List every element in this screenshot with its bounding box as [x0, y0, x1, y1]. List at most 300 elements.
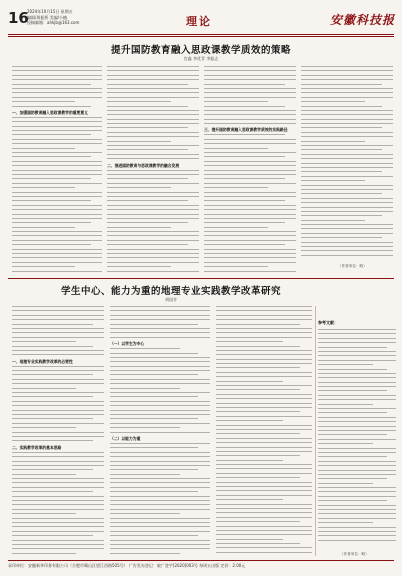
text-line [216, 359, 312, 360]
text-line [12, 306, 104, 307]
text-line [107, 209, 199, 210]
text-line [216, 534, 312, 535]
text-line [12, 192, 102, 193]
text-line [301, 97, 393, 98]
text-line [318, 448, 396, 449]
text-line [110, 324, 198, 325]
text-line [301, 119, 393, 120]
text-line [12, 540, 104, 541]
text-line [301, 66, 393, 67]
text-line [301, 189, 393, 190]
text-line [12, 240, 102, 241]
text-line [12, 187, 75, 188]
text-line [216, 504, 312, 505]
text-line [12, 418, 93, 419]
text-line [110, 553, 180, 554]
text-line [12, 392, 104, 393]
text-line [318, 474, 396, 475]
text-line [12, 178, 91, 179]
text-line [107, 127, 188, 128]
text-line [12, 332, 104, 333]
text-line [12, 427, 76, 428]
text-line [110, 522, 210, 523]
text-line [107, 92, 199, 93]
text-line [12, 222, 91, 223]
text-line [318, 338, 396, 339]
text-line [12, 156, 91, 157]
text-line [301, 220, 365, 221]
text-line [318, 439, 396, 440]
text-line [110, 482, 210, 483]
text-line [12, 388, 76, 389]
text-line [216, 490, 312, 491]
text-line [216, 460, 283, 461]
text-line [107, 170, 199, 171]
text-line [107, 141, 171, 142]
contact-line: 投稿邮箱：ahkjb@163.com [27, 20, 80, 25]
text-line [204, 187, 268, 188]
text-line [110, 357, 210, 358]
text-line [318, 382, 396, 383]
text-line [301, 207, 393, 208]
text-line [110, 456, 210, 457]
text-line [216, 429, 312, 430]
text-line [216, 447, 312, 448]
text-line [12, 134, 91, 135]
text-line [318, 399, 396, 400]
column-separator [315, 306, 316, 556]
newspaper-logo: 安徽科技报 [330, 13, 396, 27]
text-line [318, 426, 396, 427]
subheading: 二、推进国防教育与思政课教学的融合发展 [107, 162, 180, 168]
text-line [12, 474, 76, 475]
text-line [12, 205, 102, 206]
text-line [107, 227, 171, 228]
text-line [204, 92, 296, 93]
text-line [12, 161, 102, 162]
text-line [12, 152, 102, 153]
text-line [318, 434, 387, 435]
article1-title: 提升国防教育融入思政课教学质效的策略 [110, 45, 291, 56]
text-line [301, 233, 393, 234]
text-line [301, 237, 382, 238]
text-line [216, 526, 312, 527]
text-line [318, 505, 396, 506]
subheading: （二）以能力为重 [110, 435, 141, 441]
text-line [12, 509, 104, 510]
text-line [110, 526, 210, 527]
text-line [204, 97, 296, 98]
text-line [301, 101, 365, 102]
references-list [318, 329, 396, 543]
text-line [204, 165, 296, 166]
text-line [301, 242, 393, 243]
text-line [204, 196, 296, 197]
text-line [110, 474, 180, 475]
text-line [216, 508, 312, 509]
text-line [318, 377, 396, 378]
text-line [107, 75, 199, 76]
text-line [204, 110, 296, 111]
text-line [301, 224, 393, 225]
text-line [12, 504, 104, 505]
text-line [318, 531, 396, 532]
text-line [110, 379, 210, 380]
text-line [107, 244, 188, 245]
text-line [110, 509, 210, 510]
text-line [301, 132, 393, 133]
text-line [216, 530, 312, 531]
text-line [318, 351, 396, 352]
text-line [301, 127, 382, 128]
article1-unit: （作者单位：略） [338, 264, 367, 268]
text-line [204, 114, 296, 115]
text-line [301, 158, 393, 159]
text-line [301, 141, 365, 142]
text-line [301, 145, 393, 146]
text-line [107, 136, 199, 137]
text-line [110, 518, 210, 519]
text-line [110, 461, 210, 462]
text-line [12, 209, 102, 210]
text-line [318, 452, 396, 453]
text-line [216, 455, 300, 456]
text-line [216, 486, 312, 487]
article2-title: 学生中心、能力为重的地理专业实践教学改革研究 [60, 286, 281, 297]
text-line [216, 552, 312, 553]
text-line [204, 161, 296, 162]
text-line [318, 470, 396, 471]
references-title: 参考文献： [318, 320, 338, 325]
text-line [216, 407, 312, 408]
text-line [12, 200, 91, 201]
text-line [110, 432, 210, 433]
text-line [301, 75, 393, 76]
text-line [216, 315, 312, 316]
text-line [12, 165, 102, 166]
article2-col-1 [12, 306, 104, 556]
text-line [12, 354, 104, 355]
text-line [110, 447, 198, 448]
text-line [216, 543, 300, 544]
text-line [110, 443, 210, 444]
text-line [12, 262, 102, 263]
text-line [107, 158, 199, 159]
text-line [12, 218, 102, 219]
text-line [318, 412, 387, 413]
text-line [110, 332, 210, 333]
text-line [204, 170, 296, 171]
subheading: （一）以学生为中心 [110, 341, 145, 347]
text-line [216, 517, 312, 518]
text-line [204, 84, 285, 85]
text-line [110, 469, 198, 470]
article1-authors: 宫鑫 李优青 李振志 [183, 56, 219, 61]
text-line [318, 522, 373, 523]
text-line [107, 205, 199, 206]
text-line [204, 214, 296, 215]
text-line [318, 478, 387, 479]
text-line [318, 329, 396, 330]
text-line [301, 84, 382, 85]
issue-info [27, 9, 79, 26]
text-line [204, 235, 296, 236]
text-line [204, 192, 296, 193]
text-line [204, 66, 296, 67]
text-line [12, 526, 104, 527]
text-line [216, 389, 300, 390]
text-line [107, 174, 199, 175]
text-line [204, 88, 296, 89]
text-line [216, 464, 312, 465]
text-line [216, 363, 312, 364]
text-line [301, 176, 393, 177]
text-line [12, 513, 76, 514]
text-line [301, 171, 382, 172]
text-line [12, 170, 102, 171]
text-line [12, 249, 102, 250]
text-line [12, 544, 104, 545]
text-line [318, 369, 387, 370]
text-line [12, 496, 104, 497]
subheading: 二、实践教学改革的基本思路 [12, 444, 62, 450]
text-line [318, 355, 396, 356]
text-line [204, 200, 285, 201]
text-line [301, 149, 382, 150]
text-line [204, 119, 296, 120]
text-line [216, 438, 312, 439]
text-line [204, 218, 296, 219]
text-line [216, 482, 312, 483]
text-line [12, 410, 104, 411]
text-line [216, 403, 312, 404]
text-line [12, 66, 102, 67]
text-line [204, 152, 296, 153]
text-line [216, 354, 312, 355]
text-line [12, 379, 104, 380]
text-line [107, 214, 199, 215]
text-line [110, 337, 210, 338]
text-line [12, 101, 75, 102]
text-line [110, 540, 210, 541]
text-line [318, 518, 396, 519]
text-line [204, 70, 296, 71]
text-line [107, 218, 199, 219]
text-line [110, 370, 210, 371]
text-line [204, 148, 268, 149]
text-line [107, 84, 188, 85]
text-line [204, 231, 296, 232]
text-line [110, 401, 210, 402]
text-line [12, 324, 93, 325]
article2-col-2 [110, 306, 210, 556]
text-line [318, 373, 396, 374]
text-line [204, 240, 296, 241]
text-line [301, 215, 382, 216]
text-line [107, 235, 199, 236]
text-line [216, 319, 312, 320]
text-line [216, 381, 283, 382]
text-line [107, 88, 199, 89]
text-line [12, 196, 102, 197]
text-line [107, 145, 199, 146]
text-line [318, 483, 373, 484]
text-line [204, 183, 296, 184]
footer-rule [8, 560, 394, 561]
text-line [216, 328, 312, 329]
text-line [110, 383, 210, 384]
text-line [12, 366, 104, 367]
text-line [12, 139, 102, 140]
text-line [318, 443, 373, 444]
text-line [107, 178, 188, 179]
text-line [204, 134, 285, 135]
text-line [12, 469, 93, 470]
text-line [110, 405, 210, 406]
text-line [216, 468, 312, 469]
text-line [216, 310, 312, 311]
text-line [110, 315, 210, 316]
text-line [318, 461, 396, 462]
text-line [12, 432, 104, 433]
text-line [12, 522, 104, 523]
text-line [318, 364, 373, 365]
text-line [110, 504, 210, 505]
text-line [107, 253, 199, 254]
subheading: 一、加强国防教育融入思政课教学的重要意义 [12, 109, 88, 115]
text-line [318, 417, 396, 418]
text-line [301, 228, 393, 229]
text-line [12, 310, 104, 311]
text-line [107, 149, 188, 150]
text-line [216, 332, 312, 333]
text-line [216, 539, 283, 540]
text-line [107, 154, 199, 155]
text-line [110, 548, 210, 549]
text-line [107, 222, 188, 223]
text-line [107, 240, 199, 241]
text-line [216, 477, 300, 478]
text-line [12, 92, 102, 93]
subheading: 三、提升国防教育融入思政课教学质效的实践路径 [204, 127, 288, 133]
text-line [110, 396, 198, 397]
text-line [216, 337, 312, 338]
text-line [204, 222, 285, 223]
text-line [12, 106, 91, 107]
date-line: 2024年10月15日 星期五 [27, 9, 73, 14]
text-line [204, 79, 296, 80]
text-line [12, 75, 102, 76]
text-line [110, 392, 210, 393]
text-line [318, 347, 387, 348]
article2-author: 胡国芳 [165, 297, 177, 302]
text-line [301, 163, 393, 164]
text-line [107, 249, 199, 250]
text-line [12, 548, 104, 549]
text-line [12, 271, 102, 272]
text-line [12, 531, 104, 532]
text-line [107, 200, 188, 201]
text-line [318, 390, 387, 391]
text-line [204, 205, 296, 206]
text-line [12, 350, 104, 351]
text-line [216, 425, 312, 426]
article2-col-3 [216, 306, 312, 556]
text-line [12, 414, 104, 415]
subheading: 一、地理专业实践教学改革的必要性 [12, 358, 73, 364]
text-line [110, 513, 180, 514]
text-line [12, 440, 93, 441]
text-line [216, 385, 312, 386]
text-line [110, 414, 210, 415]
text-line [301, 92, 393, 93]
text-line [216, 473, 312, 474]
text-line [110, 487, 210, 488]
text-line [216, 350, 312, 351]
text-line [318, 513, 396, 514]
text-line [216, 451, 312, 452]
text-line [12, 253, 102, 254]
text-line [110, 361, 210, 362]
text-line [12, 535, 93, 536]
text-line [204, 262, 296, 263]
text-line [318, 404, 373, 405]
text-line [107, 79, 199, 80]
text-line [216, 416, 312, 417]
text-line [107, 114, 199, 115]
text-line [216, 306, 312, 307]
text-line [107, 132, 199, 133]
text-line [110, 374, 198, 375]
text-line [110, 310, 210, 311]
text-line [216, 394, 312, 395]
text-line [204, 75, 296, 76]
text-line [216, 499, 283, 500]
text-line [12, 130, 102, 131]
text-line [12, 319, 104, 320]
text-line [301, 193, 382, 194]
text-line [12, 423, 104, 424]
text-line [204, 209, 296, 210]
text-line [110, 427, 180, 428]
text-line [107, 192, 199, 193]
text-line [110, 491, 198, 492]
text-line [12, 383, 104, 384]
text-line [12, 121, 102, 122]
text-line [12, 337, 104, 338]
text-line [107, 183, 199, 184]
text-line [318, 333, 396, 334]
header-rule [8, 34, 394, 35]
text-line [318, 500, 387, 501]
text-line [301, 255, 393, 256]
references [318, 320, 396, 543]
text-line [107, 110, 199, 111]
text-line [318, 342, 396, 343]
text-line [107, 101, 171, 102]
text-line [12, 478, 104, 479]
text-line [12, 88, 102, 89]
text-line [12, 235, 102, 236]
text-line [110, 366, 210, 367]
text-line [204, 227, 268, 228]
text-line [301, 202, 393, 203]
text-line [204, 139, 296, 140]
text-line [216, 433, 300, 434]
text-line [12, 465, 104, 466]
text-line [204, 174, 296, 175]
text-line [318, 456, 387, 457]
